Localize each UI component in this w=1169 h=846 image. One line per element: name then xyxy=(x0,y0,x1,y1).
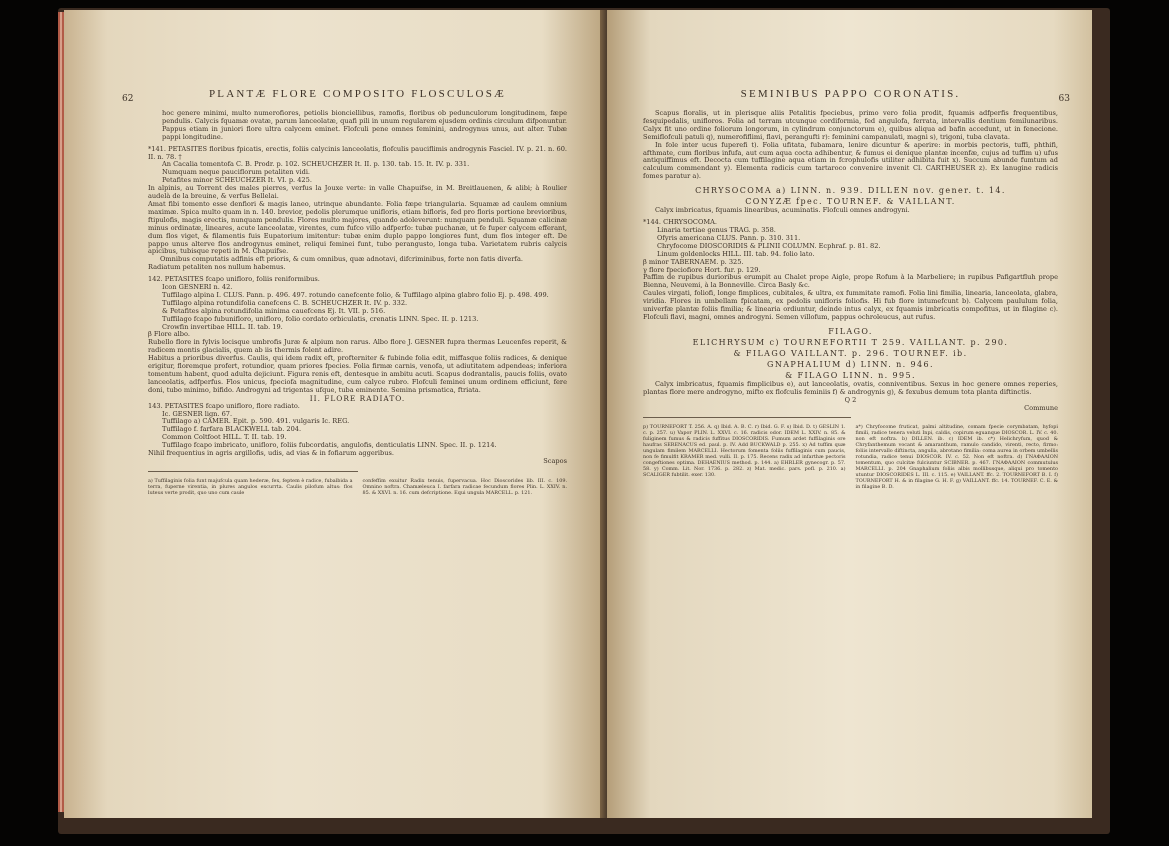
entry-143-synonym: Common Coltfoot HILL. T. II. tab. 19. xyxy=(162,433,287,442)
right-page xyxy=(607,10,1092,818)
entry-142-synonym: & Petafites alpina rotundifolia minima cauefcens Ej. It. VII. p. 516. xyxy=(162,306,386,315)
entry-143-synonym: Ic. GESNER lign. 67. xyxy=(162,409,233,418)
entry-143-synonym: Tuffilago a) CAMER. Epit. p. 590. 491. vulgaris Ic. REG. xyxy=(162,417,350,426)
left-page xyxy=(64,10,607,818)
section-heading: II. FLORE RADIATO. xyxy=(309,393,406,403)
entry-144-locality: Paffim de rupibus durioribus erumpit au Chalet prope Aigle, prope Rofum à la Marbeliere; in rupibus Pafigartfluh prope Bienna, Neuvemi, à la Bonneville. Circa Basly &c. xyxy=(643,273,1058,290)
left-page-number: 62 xyxy=(122,94,134,104)
entry-141-description: Amat fibi tomento esse denfiori & magis laneo, utrinque abundante. Folia fæpe triangularia. Squamæ ad caulem omnium maximæ. Spica multo quam in n. 140. brevior, pedolis plerumque unifloris, etiam bifloris, fed pro floris portione brevioribus, ftipulofis, magis erectis, nunquam pendulis. Flores multo majores, quando adoleverunt: nunquam penduli. Squamæ calicinæ minus ordinatæ, lineares, acute lanceolatæ, virentes, cum fufco villo adfperfo: tubæ puchanæ, ut fe fuper calycem efferant, dum flos viget, & filamentis fuis Eupatorium imitentur: tubæ enim duplo pappo longiores funt, dum flos integer eft. De pappo unus alterve flos androgynus eminet, reliqui feminei funt, tubo perangusto, longa tuba. Varietatem rubris calycis apicibus, tubisque repeti in M. Chapuifse. xyxy=(148,199,567,256)
right-footnotes xyxy=(643,424,1058,490)
entry-144-description: Caules virgati, foliofi, longe fimplices, cubitales, & ultra, ex fummitate ramofi. Folia lini fimilia, linearia, lanceolata, glabra, viridia. Flores in umbellam fpicatam, ex pedolis unifloris foliofis. Hi fub flore intumefcunt b). Calycem paululum folia, univerfæ plantæ foliis fimilia; & linearia ordiuntur, deinde intus calyx, ex fquamis imbricatis compofitus, ut in filagine c). Flofculi flavi, magni, omnes androgyni. Semen villofum, pappus ochroleucus, aut rufus. xyxy=(643,289,1058,321)
left-footnotes xyxy=(148,478,567,496)
catchword: Scapos xyxy=(543,456,567,465)
entry-142-variety: β Flore albo. xyxy=(148,330,190,339)
entry-144-heading: *144. CHRYSOCOMA. xyxy=(643,218,717,227)
genus-synonym: & FILAGO LINN. n. 995. xyxy=(785,370,916,380)
entry-143-synonym: Tuffilago f. farfara BLACKWELL tab. 204. xyxy=(162,425,302,434)
entry-142-synonym: Tuffilago alpina rotundifolia canefcens C. B. SCHEUCHZER It. IV. p. 332. xyxy=(162,298,408,307)
entry-142-synonym: Tuffilago alpina I. CLUS. Pann. p. 496. 497. rotundo canefcente folio, & Tuffilago alpina glabro folio Ej. p. 498. 499. xyxy=(162,290,549,299)
right-page-number: 63 xyxy=(1058,94,1070,104)
footnote: p) TOURNEFORT T. 256. A. q) Ibid. A. B. C. r) Ibid. G. F. s) Ibid. D. t) GESLIN 1. c. p. 257. u) Vapor PLIN. L. XXVI. c. 16. radicis odor. IDEM L. XXIV. n. 85. & fuliginem fumus & radicis fuffitus DIOSCORIDIS. Fumum ardet fuffilaginis ore haufras SERENACUS ed. paul. p. IV. Add BUCKWALD p. 255. x) Ad tuffim quæ ungulam fimilem MARCELLI. Hectorum fomenta foliis fuffilaginis cum paucis, non fe fimulfit KRAMER med. vulli. II. p. 175. Recens radix ad infarthæ pectoris congeftiones optima. DEHAENIUS method. p. 144. a) EHRLER gynecogr. p. 57. 58. y) Comm. Lit. Nor. 1736. p. 282. z) Mat. medic. pars. pofl. p. 210. a) SCALIGER fubtilit. exer. 130. xyxy=(643,424,846,479)
genus-synonym: ELICHRYSUM c) TOURNEFORTII T 259. VAILLANT. p. 290. xyxy=(692,337,1009,347)
entry-142-synonym: Icon GESNERI n. 42. xyxy=(162,283,233,292)
entry-144-variety: γ flore fpeciofiore Hort. fur. p. 129. xyxy=(643,265,761,274)
intro-paragraph: hoc genere minimi, multo numerofiores, petiolis bionciellibus, ramofis, floribus ob pedunculorum longitudinem, fæpe pendulis. Calycis fquamæ ovatæ, parum lanceolatæ, quafi pili in unum regularem ejusdem ordinis circulum difponuntur. Pappus etiam in juniori flore ultra calycem eminet. Flofculi pene omnes feminini, androgynus unus, aut alter. Tubæ pappi longitudine. xyxy=(162,109,567,141)
entry-141-synonym: Petafites minor SCHEUCHZER It. VI. p. 425. xyxy=(162,176,312,185)
right-header xyxy=(643,88,1070,110)
entry-141-heading: *141. PETASITES floribus fpicatis, erectis, foliis calycinis lanceolatis, flofculis pauciflimis androgynis Fasciel. IV. p. 21. n. 60. II. n. 78. † xyxy=(148,144,567,161)
entry-142-synonym: Tuffilago fcapo fubunifloro, unifloro, folio cordato orbiculatis, crenatis LINN. Spec. II. p. 1213. xyxy=(162,314,479,323)
genus-title: CONYZÆ fpec. TOURNEF. & VAILLANT. xyxy=(745,197,956,207)
catchword: Commune xyxy=(1024,403,1058,412)
genus-title: CHRYSOCOMA a) LINN. n. 939. DILLEN nov. gener. t. 14. xyxy=(695,186,1006,196)
right-running-head: SEMINIBUS PAPPO CORONATIS. xyxy=(740,88,961,100)
entry-143-heading: 143. PETASITES fcapo unifloro, flore radiato. xyxy=(148,401,300,410)
left-body xyxy=(148,110,567,496)
entry-144-synonym: Linaria tertiae genus TRAG. p. 358. xyxy=(657,225,776,234)
entry-144-synonym: Chryfocome DIOSCORIDIS & PLINII COLUMN. Ecphraf. p. 81. 82. xyxy=(657,241,881,250)
genus-synonym: & FILAGO VAILLANT. p. 296. TOURNEF. ib. xyxy=(733,348,968,358)
footnote-rule xyxy=(643,417,851,418)
entry-141-comparison: Omnibus computatis adfinis eft prioris, & cum omnibus, quæ adnotavi, difcriminibus, forte non fatis diverfa. xyxy=(160,255,523,264)
entry-142-synonym: Crowfin invertibae HILL. II. tab. 19. xyxy=(162,322,283,331)
signature-mark: Q 2 xyxy=(844,395,857,404)
footnote: a*) Chryfocome fruticat, palmi altitudine, comam fpecie corymbatam, hyfopi fimili, radice tenera veluti Inpi, caldis, copirum eguanque DIOSCOR. L. IV. c. 40. non eft noftra. b) DILLEN. ib. c) IDEM ib. c*) Helichryfum, quod & Chryfanthemum vocant & amaranthum, ramulo candido, virenti, recto, firmo: foliis intervallo diftincta, angulia, abrotano fimilia: coma aurea in orbem umbellis rotundia, radice tenui DIOSCOR. IV. c. 52. Non eft noftra. d) ΓΝΑΦΑΛΙΟΝ tomentum, quo culcitæ fulciuntur SCIBNER. p. 467. ΓΝΑΦΑΛΙΟΝ commutulus MARCELLI. p. 204 Gnaphalium foliis albis mollibusque, aliqui pro tomento utuntur DIOSCORIDES L. III. c. 115. e) VAILLANT. ffc. 2. TOURNEFORT B. I. f) TOURNEFORT H. & in filagine G. H. F. g) VAILLANT. ffc. 14. TOURNEF. C. E. & in filagine B. D. xyxy=(855,424,1058,491)
entry-141-synonym: Numquam neque pauciflorum petaliten vidi. xyxy=(162,168,311,177)
entry-143-locality: Nihil frequentius in agris argillofis, udis, ad vias & in fofiarum aggeribus. xyxy=(148,449,394,458)
entry-142-description: Habitus a prioribus diverfus. Caulis, qui idem radix eft, profterniter & fubinde folia edit, miffasque foliis radices, & denique erigitur, floremque profert, rotundior, quam priores fpecies. Folia firmæ carnis, venofa, ut adiutitatem adpendeas; inferiora tomentum habent, quod adulta dejiciunt. Figura renis eft, dentesque in ambitu acuti. Scapus dodrantalis, paucis foliis, ovato lanceolatis, adfperfus. Flos unicus, fpeciofa magnitudine, cum calyce rubro. Flofculi feminei unum ordinem efficiunt, fere doni, tubo minimo, bifido. Androgyni ad trigentas ufque, tuba eminente. Semina prismatica, ftriata. xyxy=(148,354,567,394)
entry-144-variety: β minor TABERNAEM. p. 325. xyxy=(643,257,744,266)
footnote-rule xyxy=(148,471,358,472)
right-body xyxy=(643,110,1058,490)
genus-description: Calyx imbricatus, fquamis fimplicibus e), aut lanceolatis, ovatis, conniventibus. Sexus in hoc genere omnes reperies, plantas flore mere androgyno, mifto ex flofculis feminiis f) & androgynis g), & fexubus demum tota planta diftinctis. xyxy=(643,379,1058,396)
entry-142-heading: 142. PETASITES fcapo unifloro, foliis reniformibus. xyxy=(148,275,320,284)
footnote: a) Tuffilaginis folia funt majufcula quam hederæ, fex, feptem è radice, fubalbida a terra, fuperne virentia, in plures angulos excurrta. Caulis pilofum altus: flos luteus verte prodit, quo uno cum caule xyxy=(148,477,353,496)
entry-143-synonym: Tuffilago fcapo imbricato, unifloro, foliis fubcordatis, angulofis, denticulatis LINN. Spec. II. p. 1214. xyxy=(162,441,497,450)
entry-144-synonym: Linum goldenlocks HILL. III. tab. 94. folio lato. xyxy=(657,249,815,258)
genus-description: Calyx imbricatus, fquamis linearibus, acuminatis. Flofculi omnes androgyni. xyxy=(655,206,910,215)
footnote: confeffim exuitur Radix tenuis, fupervacua. Hoc Dioscorides lib. III. c. 109. Omnino noftra. Chamæleuca I. farfara radicae fecundum flores Plin. L. XXIV. n. 85. & XXVI. n. 16. cum defcriptione. Equi ungula MARCELL. p. 121. xyxy=(362,477,567,496)
genus-title: FILAGO. xyxy=(828,326,873,336)
entry-144-synonym: Ofyris americana CLUS. Pann. p. 310. 311. xyxy=(657,233,801,242)
entry-141-synonym: An Cacalia tomentofa C. B. Prodr. p. 102. SCHEUCHZER It. II. p. 130. tab. 15. It. IV. p. 331. xyxy=(162,160,470,169)
entry-142-locality: Rubello flore in fylvis locisque umbrofis Juræ & alpium non rarus. Albo flore J. GESNER fupra thermas Leucenfes reperit, & radicem montis glacialis, quem ab iis thermis folent adire. xyxy=(148,338,567,355)
genus-synonym: GNAPHALIUM d) LINN. n. 946. xyxy=(767,359,934,369)
left-header xyxy=(122,88,567,110)
entry-141-locality: In alpinis, au Torrent des males pierres, verfus la Jouxe verte: in valle Chapuifse, in M. Breitlauenen, & alibi; à Roulier audelà de la breuine, & verfus Bellelai. xyxy=(148,184,567,201)
intro-paragraph: Scapus floralis, ut in plerisque aliis Petalitis fpeciebus, primo vero folia prodit, fquamis adfperfis frequentibus, fesquipedalis, unifloros. Folia ad terram utcunque cordiformia, fed angulofa, ferrata, intervallis dentium femilunaribus. Calyx fit uno ordine foliorum longorum, in cylindrum conjunctorum e), quibus aliqua ad bafin accedunt, ut in fenecione. Semiflofculi patuli q), numerofiflimi, flavi, perangufti r): feminini campanulati, magni s), trigoni, tuba clavata. xyxy=(643,109,1058,141)
uses-paragraph: In fole inter ucus fuperefi t). Folia ufitata, fubamara, lenire dicuntur & aperire: in morbis pectoris, tuffi, phthifi, afthmate, cum floribus infufa, aut cum aqua cocta adhibentur, & fumus ei denique plantæ incenfæ, cujus ad tuffim u) ufus antiquiffimus eft. Decocta cum tuffilagine aqua etiam in fcrophulofis utiliter adhibita fuit x). Succum abunde fumtum ad calculum commendant y). Elementa radicis cum tartaroco convenire invenit Cl. CARTHEUSER z). Ex lanugine radicis fomes paratur a). xyxy=(643,140,1058,181)
left-running-head: PLANTÆ FLORE COMPOSITO FLOSCULOSÆ xyxy=(208,88,507,100)
entry-141-note: Radiatum petaliten nos nullum habemus. xyxy=(148,263,286,272)
